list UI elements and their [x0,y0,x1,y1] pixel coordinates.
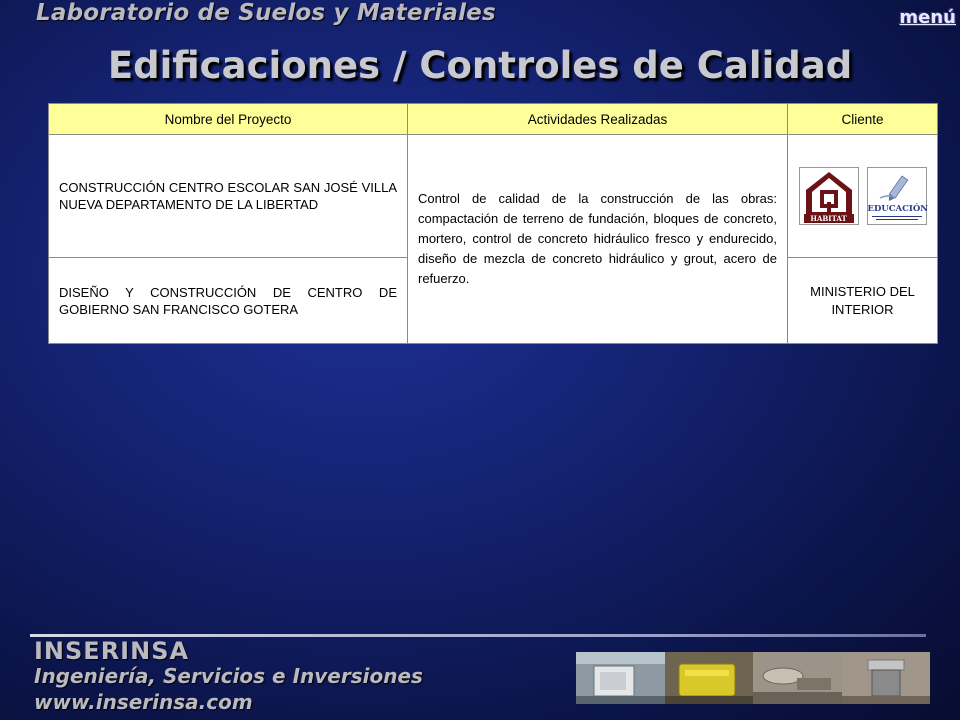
client-logos-cell [788,135,938,258]
footer-tagline: Ingeniería, Servicios e Inversiones [34,664,423,688]
habitat-logo-icon [799,167,859,225]
column-header-client: Cliente [788,104,938,135]
lab-photo-scale [753,652,842,704]
ministerio-educacion-logo-icon [867,167,927,225]
column-header-project: Nombre del Proyecto [49,104,408,135]
client-name-cell: MINISTERIO DEL INTERIOR [788,258,938,344]
header-title: Laboratorio de Suelos y Materiales [36,0,496,26]
habitat-logo-text: HABITAT [810,214,847,223]
table-header-row [49,104,938,135]
page-title: Edificaciones / Controles de Calidad [107,44,853,87]
column-header-activities: Actividades Realizadas [408,104,788,135]
table-row [49,135,938,258]
educacion-logo-text: EDUCACIÓN [867,204,929,214]
project-name-cell: DISEÑO Y CONSTRUCCIÓN DE CENTRO DE GOBIERNO SAN FRANCISCO GOTERA [49,258,408,344]
lab-photo-sieve-machine [842,652,931,704]
footer-url: www.inserinsa.com [34,690,253,714]
projects-table [48,103,938,344]
lab-photo-strip [576,652,930,704]
menu-link[interactable]: menú [899,7,956,28]
lab-photo-yellow-case [665,652,754,704]
footer-company-name: INSERINSA [34,637,190,665]
lab-photo-oven [576,652,665,704]
activities-cell: Control de calidad de la construcción de las obras: compactación de terreno de fundación, bloques de concreto, mortero, control de concreto hidráulico fresco y endurecido, diseño de mezcla de concreto hidráulico y grout, acero de refuerzo. [408,135,788,344]
project-name-cell: CONSTRUCCIÓN CENTRO ESCOLAR SAN JOSÉ VILLA NUEVA DEPARTAMENTO DE LA LIBERTAD [49,135,408,258]
